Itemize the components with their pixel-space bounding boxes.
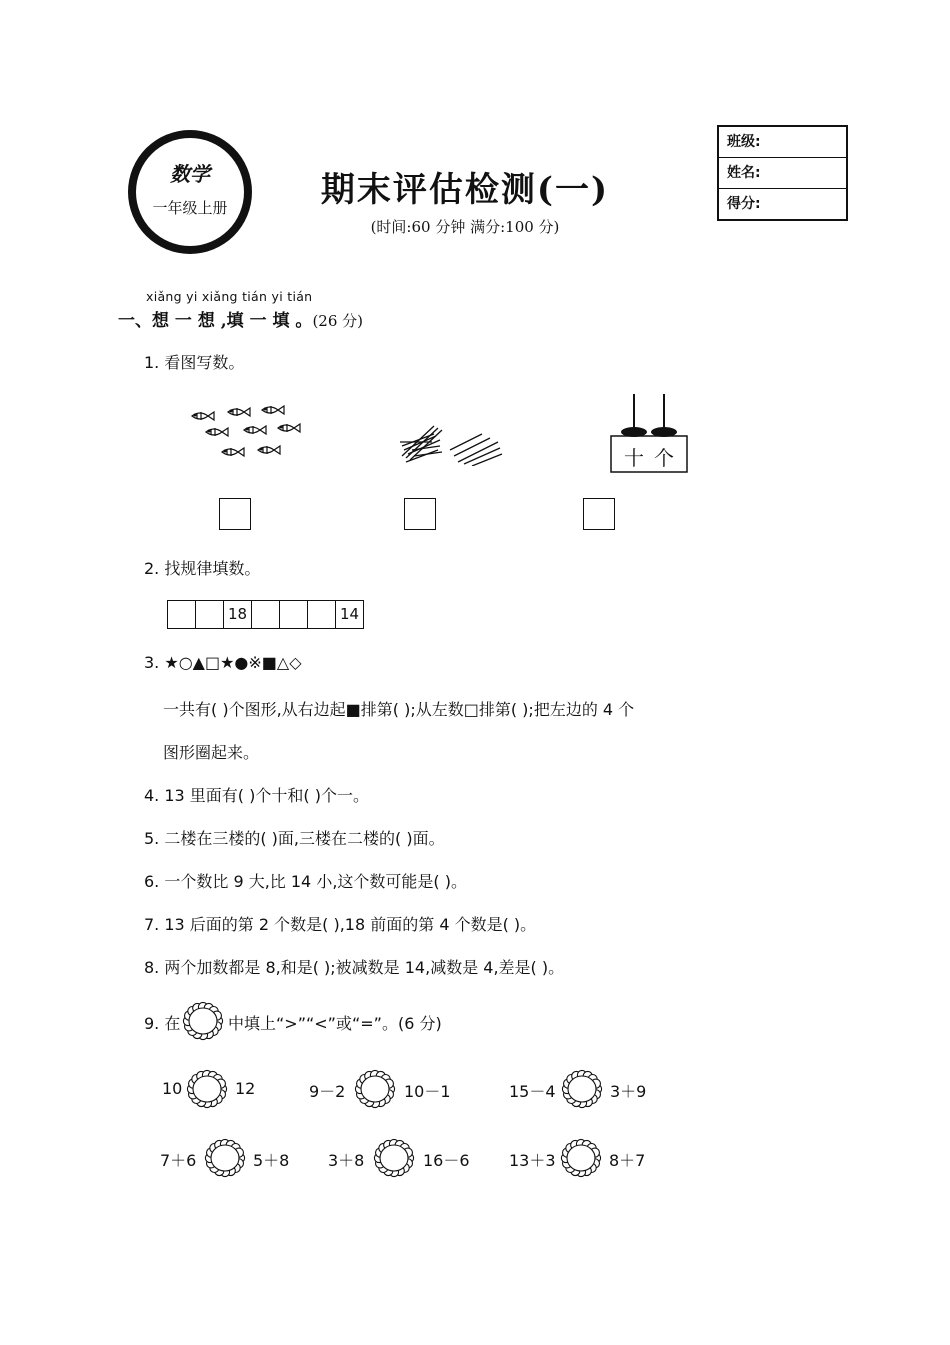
compare-left: 10 [162, 1079, 183, 1098]
compare-right: 16－6 [423, 1151, 470, 1170]
question-4: 4. 13 里面有( )个十和( )个一。 [144, 786, 369, 805]
sequence-cell[interactable] [168, 601, 196, 628]
question-7: 7. 13 后面的第 2 个数是( ),18 前面的第 4 个数是( )。 [144, 915, 537, 934]
score-field[interactable]: 得分: [727, 196, 761, 212]
question-9-suffix: 中填上“>”“<”或“=”。(6 分) [228, 1014, 442, 1033]
section-pinyin: xiǎng yi xiǎng tián yi tián [146, 289, 313, 304]
compare-right: 5＋8 [253, 1151, 290, 1170]
question-8: 8. 两个加数都是 8,和是( );被减数是 14,减数是 4,差是( )。 [144, 958, 565, 977]
compare-flower-icon[interactable] [184, 1068, 230, 1110]
sequence-cell[interactable] [280, 601, 308, 628]
compare-left: 13＋3 [509, 1151, 556, 1170]
answer-box-sticks[interactable] [404, 498, 436, 530]
loose-sticks-icon [450, 434, 502, 466]
stick-bundle-icon [400, 426, 442, 462]
sequence-cell: 14 [339, 605, 360, 623]
section-score: (26 分) [312, 312, 363, 330]
name-field[interactable]: 姓名: [719, 158, 846, 189]
badge-subject: 数学 [170, 162, 210, 186]
section-heading [118, 306, 363, 331]
compare-flower-icon[interactable] [371, 1137, 417, 1179]
question-2: 2. 找规律填数。 [144, 559, 261, 578]
abacus-ones-label: 个 [654, 446, 674, 470]
compare-right: 8＋7 [609, 1151, 646, 1170]
compare-flower-icon[interactable] [559, 1068, 605, 1110]
sequence-cell[interactable] [252, 601, 280, 628]
question-9-prefix: 9. 在 [144, 1014, 181, 1033]
answer-box-abacus[interactable] [583, 498, 615, 530]
class-field[interactable]: 班级: [719, 127, 846, 158]
compare-left: 15－4 [509, 1082, 556, 1101]
sequence-cell[interactable] [308, 601, 336, 628]
sequence-cell: 18 [224, 601, 252, 628]
exam-info: (时间:60 分钟 满分:100 分) [370, 218, 560, 236]
sequence-cell[interactable] [196, 601, 224, 628]
compare-left: 9－2 [309, 1082, 346, 1101]
badge-grade: 一年级上册 [152, 199, 228, 217]
question-3-line-1: 一共有( )个图形,从右边起■排第( );从左数□排第( );把左边的 4 个 [163, 700, 635, 719]
compare-flower-icon[interactable] [558, 1137, 604, 1179]
compare-right: 12 [235, 1079, 256, 1098]
sticks-picture [398, 420, 504, 466]
abacus-picture [608, 392, 690, 476]
page-title: 期末评估检测(一) [320, 170, 610, 210]
compare-right: 10－1 [404, 1082, 451, 1101]
subject-badge-inner [136, 138, 244, 246]
compare-flower-icon[interactable] [202, 1137, 248, 1179]
section-heading-text: 一、想 一 想 ,填 一 填 。 [118, 311, 313, 331]
question-1: 1. 看图写数。 [144, 353, 245, 372]
abacus-frame [611, 436, 687, 472]
compare-left: 7＋6 [160, 1151, 197, 1170]
question-3: 3. ★○▲□★●※■△◇ [144, 653, 302, 672]
number-sequence [167, 600, 364, 629]
compare-right: 3＋9 [610, 1082, 647, 1101]
question-6: 6. 一个数比 9 大,比 14 小,这个数可能是( )。 [144, 872, 467, 891]
tens-bead [621, 427, 647, 437]
student-info-box [717, 125, 848, 221]
fish-picture [186, 402, 301, 466]
flower-icon [180, 1000, 226, 1042]
compare-left: 3＋8 [328, 1151, 365, 1170]
compare-flower-icon[interactable] [352, 1068, 398, 1110]
abacus-tens-label: 十 [624, 446, 644, 470]
answer-box-fish[interactable] [219, 498, 251, 530]
ones-bead [651, 427, 677, 437]
question-3-line-2: 图形圈起来。 [163, 743, 260, 762]
question-5: 5. 二楼在三楼的( )面,三楼在二楼的( )面。 [144, 829, 445, 848]
